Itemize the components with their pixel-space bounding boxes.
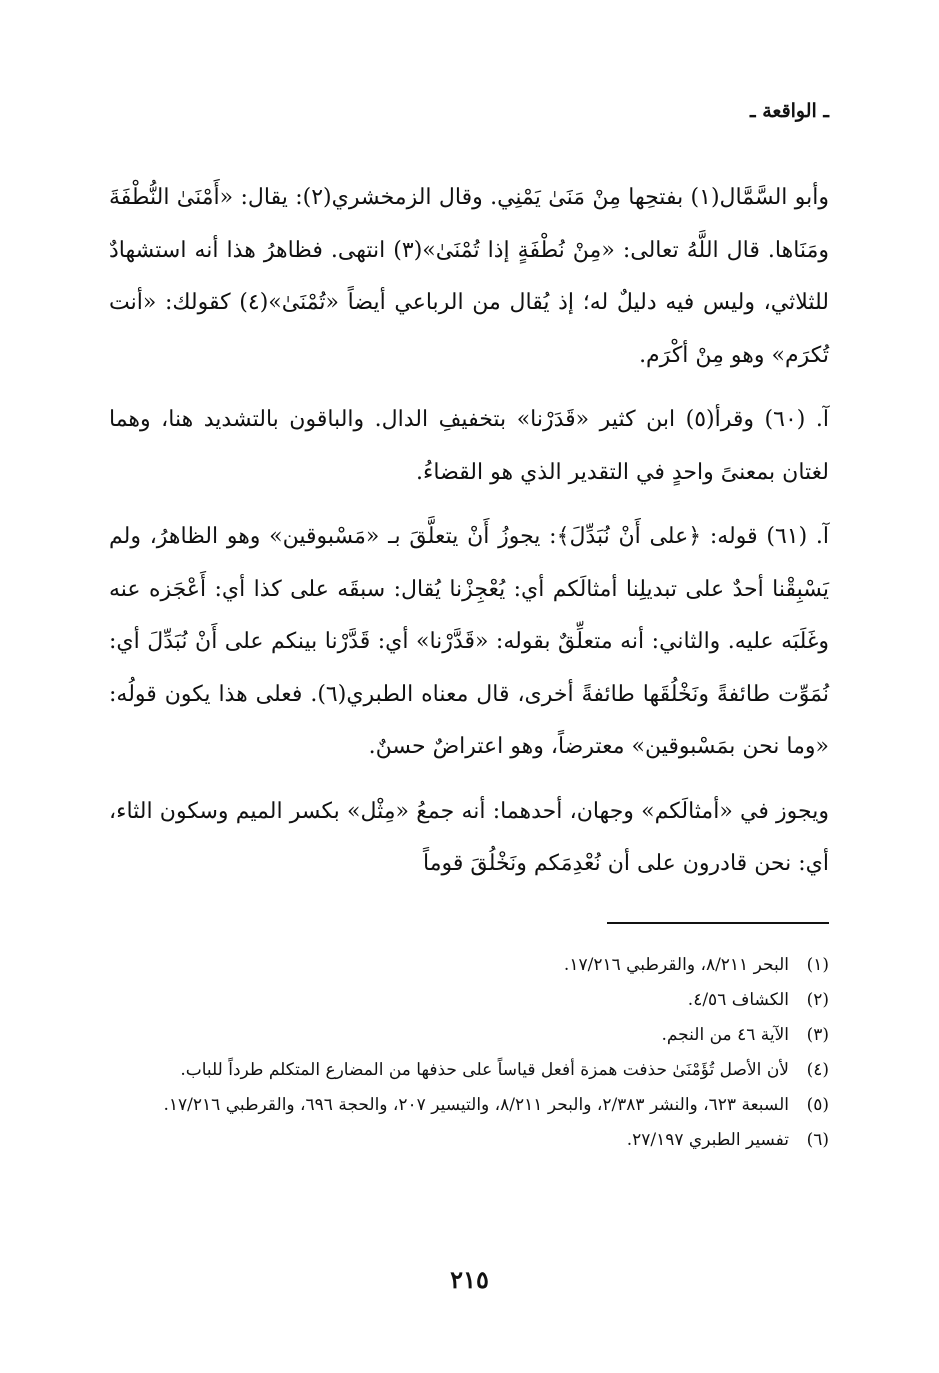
main-text (109, 172, 829, 903)
footnotes (109, 948, 829, 1158)
footnote-4 (109, 1053, 829, 1088)
footnote-text: البحر ٨/٢١١، والقرطبي ١٧/٢١٦. (563, 955, 789, 975)
page-number: ٢١٥ (450, 1265, 489, 1294)
footnote-3 (109, 1018, 829, 1053)
footnote-text: الكشاف ٤/٥٦. (687, 990, 789, 1010)
running-head: ـ الواقعة ـ (750, 100, 829, 122)
footnote-text: تفسير الطبري ٢٧/١٩٧. (626, 1130, 789, 1150)
footnote-1 (109, 948, 829, 983)
footnote-number: (٦) (806, 1130, 829, 1150)
footnote-text: لأن الأصل تُؤَمْنَىٰ حذفت همزة أفعل قياساً على حذفها من المضارع المتكلم طرداً للباب. (180, 1060, 789, 1080)
footnote-text: السبعة ٦٢٣، والنشر ٢/٣٨٣، والبحر ٨/٢١١، والتيسير ٢٠٧، والحجة ٦٩٦، والقرطبي ١٧/٢١٦. (163, 1095, 789, 1115)
paragraph-2: آ. (٦٠) وقرأ(٥) ابن كثير «قَدَرْنا» بتخفيفِ الدال. والباقون بالتشديد هنا، وهما لغتان بمعنىً واحدٍ في التقدير الذي هو القضاءُ. (109, 407, 829, 485)
footnote-number: (٣) (806, 1025, 829, 1045)
footnote-number: (٤) (806, 1060, 829, 1080)
footnote-text: الآية ٤٦ من النجم. (661, 1025, 789, 1045)
footnote-number: (٥) (806, 1095, 829, 1115)
paragraph-3: آ. (٦١) قوله: ﴿على أَنْ نُبَدِّلَ﴾: يجوزُ أَنْ يتعلَّقَ بـ «مَسْبوقين» وهو الظاهرُ، ولم يَسْبِقْنا أحدٌ على تبديلِنا أمثالَكم أي: يُعْجِزْنا يُقال: سبقَه على كذا أي: أَعْجَزه عنه وغَلَبَه عليه. والثاني: أنه متعلِّقٌ بقوله: «قَدَّرْنا» أي: قَدَّرْنا بينكم على أَنْ نُبَدِّلَ أي: نُمَوِّت طائفةً ونَخْلُقَها طائفةً أخرى، قال معناه الطبري(٦). فعلى هذا يكون قولُه: «وما نحن بمَسْبوقين» معترضاً، وهو اعتراضٌ حسنٌ. (109, 524, 830, 759)
footnote-5 (109, 1088, 829, 1123)
footnote-separator (607, 922, 829, 924)
footnote-2 (109, 983, 829, 1018)
paragraph-1: وأبو السَّمَّال(١) بفتحِها مِنْ مَنَىٰ يَمْنِي. وقال الزمخشري(٢): يقال: «أَمْنَىٰ النُّطْفَةَ ومَنَاها. قال اللَّهُ تعالى: «مِنْ نُطْفَةٍ إذا تُمْنَىٰ»(٣) انتهى. فظاهرُ هذا أنه استشهادٌ للثلاثي، وليس فيه دليلٌ له؛ إذ يُقال من الرباعي أيضاً «تُمْنَىٰ»(٤) كقولك: «أنت تُكرَم» وهو مِنْ أكْرَم. (109, 185, 829, 368)
paragraph-4: ويجوز في «أمثالَكم» وجهان، أحدهما: أنه جمعُ «مِثْل» بكسر الميم وسكون الثاء، أي: نحن قادرون على أن نُعْدِمَكم ونَخْلُقَ قوماً (109, 798, 829, 876)
footnote-6 (109, 1123, 829, 1158)
footnote-number: (١) (806, 955, 829, 975)
footnote-number: (٢) (806, 990, 829, 1010)
